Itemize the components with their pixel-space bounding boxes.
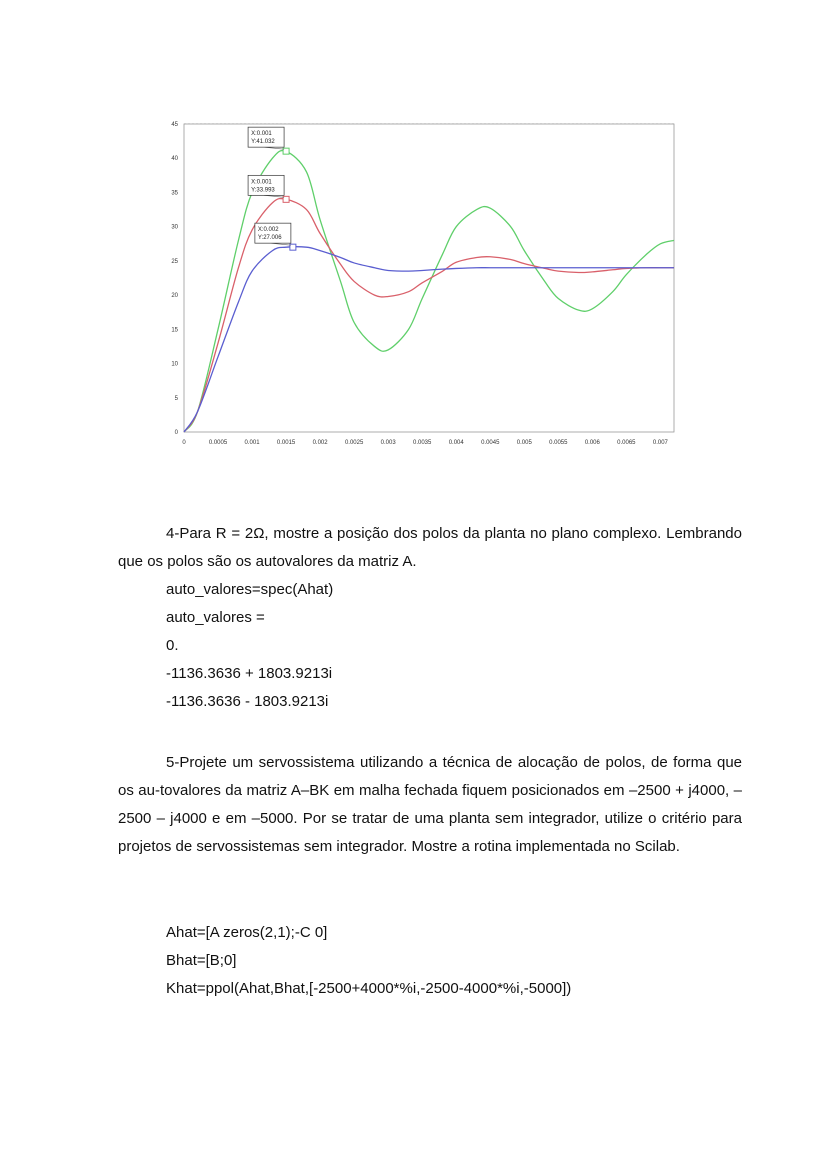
code-line: auto_valores=spec(Ahat) (166, 581, 334, 598)
question-4 (118, 520, 742, 716)
y-tick-label: 35 (171, 190, 178, 197)
x-tick-label: 0.002 (312, 440, 328, 446)
question-4-text: 4-Para R = 2Ω, mostre a posição dos polos da planta no plano complexo. Lembrando que os polos são os autovalores da matriz A. (118, 525, 742, 570)
x-tick-label: 0.0025 (344, 440, 364, 446)
question-5 (118, 749, 742, 861)
x-tick-label: 0.007 (652, 440, 668, 446)
code-line: 0. (166, 637, 179, 654)
y-tick-label: 5 (174, 395, 178, 402)
x-tick-label: 0.0015 (276, 440, 296, 446)
x-tick-label: 0.006 (584, 440, 600, 446)
x-tick-label: 0.004 (448, 440, 464, 446)
datatip-x-label: X:0.002 (257, 227, 279, 234)
datatip-y-label: Y:33.993 (251, 187, 275, 194)
x-tick-label: 0.0055 (549, 440, 568, 446)
y-tick-label: 0 (174, 430, 178, 436)
x-tick-label: 0.0005 (208, 440, 228, 446)
question-5-code (118, 919, 742, 1003)
code-line: auto_valores = (166, 609, 265, 626)
datatip-y-label: Y:41.032 (251, 139, 275, 146)
x-tick-label: 0.0035 (413, 440, 432, 446)
x-tick-label: 0.005 (516, 440, 532, 446)
datatip-y-label: Y:27.006 (257, 235, 282, 242)
code-line: -1136.3636 - 1803.9213i (166, 693, 329, 710)
code-line: Bhat=[B;0] (166, 952, 237, 969)
code-line: Khat=ppol(Ahat,Bhat,[-2500+4000*%i,-2500-4000*%i,-5000]) (166, 980, 572, 997)
y-tick-label: 15 (171, 327, 178, 334)
question-5-text: 5-Projete um servossistema utilizando a técnica de alocação de polos, de forma que os au-tovalores da matriz A–BK em malha fechada fiquem posicionados em –2500 + j4000, –2500 – j4000 e em –5000. Por se tratar de uma planta sem integrador, utilize o critério para projetos de servossistemas sem integrador. Mostre a rotina implementada no Scilab. (118, 754, 742, 855)
x-tick-label: 0 (182, 440, 186, 446)
y-tick-label: 30 (171, 224, 178, 231)
y-tick-label: 25 (171, 258, 178, 265)
code-line: Ahat=[A zeros(2,1);-C 0] (166, 924, 328, 941)
datatip-x-label: X:0.001 (251, 131, 272, 138)
y-tick-label: 10 (171, 361, 178, 368)
y-tick-label: 45 (171, 122, 178, 128)
chart-axes (171, 122, 674, 446)
x-tick-label: 0.0065 (617, 440, 636, 446)
plot-frame (184, 124, 674, 432)
x-tick-label: 0.001 (244, 440, 260, 446)
x-tick-label: 0.0045 (481, 440, 500, 446)
y-tick-label: 20 (171, 293, 178, 300)
x-tick-label: 0.003 (380, 440, 396, 446)
response-chart (160, 116, 680, 456)
code-line: -1136.3636 + 1803.9213i (166, 665, 333, 682)
y-tick-label: 40 (171, 156, 178, 163)
datatip-x-label: X:0.001 (251, 179, 272, 186)
